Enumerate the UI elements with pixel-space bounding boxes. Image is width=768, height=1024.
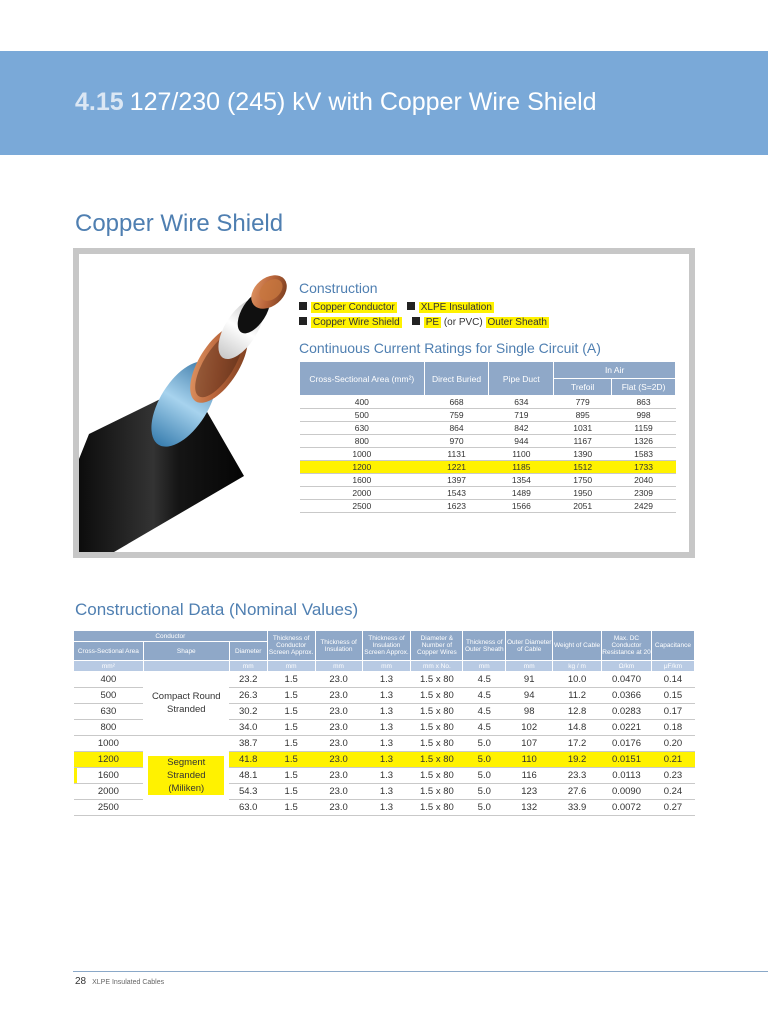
constructional-cell: 107 (506, 736, 553, 752)
constructional-cell: 23.0 (315, 704, 362, 720)
footer-text: XLPE Insulated Cables (92, 979, 165, 986)
unit-cell: mm (362, 661, 411, 672)
constructional-cell: 0.17 (651, 704, 694, 720)
page-number: 28 (75, 976, 87, 987)
constructional-cell: 1.5 (267, 800, 315, 816)
constructional-cell: 400 (74, 672, 144, 688)
ratings-cell: 1623 (424, 500, 489, 513)
constructional-cell: 4.5 (463, 720, 506, 736)
constructional-cell: 23.0 (315, 720, 362, 736)
header-conductor: Conductor (74, 631, 268, 642)
header-flat: Flat (S=2D) (612, 379, 676, 396)
ratings-cell: 1600 (300, 474, 425, 487)
ratings-cell: 1100 (489, 448, 554, 461)
constructional-cell: 23.0 (315, 672, 362, 688)
ratings-cell: 1159 (612, 422, 676, 435)
square-bullet-icon (412, 317, 420, 325)
unit-cell: mm² (74, 661, 144, 672)
unit-cell: mm (267, 661, 315, 672)
constructional-cell: 1.5 x 80 (411, 768, 463, 784)
page-title (75, 88, 597, 117)
ratings-cell: 1326 (612, 435, 676, 448)
ratings-cell: 1031 (554, 422, 612, 435)
legend-pe: PE (425, 317, 440, 328)
ratings-cell: 863 (612, 396, 676, 409)
constructional-cell: 0.15 (651, 688, 694, 704)
legend-xlpe-insulation: XLPE Insulation (420, 302, 492, 313)
header-weight: Weight of Cable (553, 631, 602, 661)
ratings-cell: 2500 (300, 500, 425, 513)
constructional-cell: 1.5 x 80 (411, 784, 463, 800)
ratings-cell: 2309 (612, 487, 676, 500)
constructional-cell: 1.5 (267, 736, 315, 752)
ratings-row (300, 461, 676, 474)
constructional-cell: 10.0 (553, 672, 602, 688)
constructional-cell: 0.0470 (602, 672, 652, 688)
constructional-cell: 500 (74, 688, 144, 704)
constructional-cell: 1.5 x 80 (411, 800, 463, 816)
constructional-cell: 0.24 (651, 784, 694, 800)
ratings-cell: 400 (300, 396, 425, 409)
constructional-cell: 1600 (74, 768, 144, 784)
constructional-cell: 63.0 (229, 800, 267, 816)
constructional-cell: 1.3 (362, 688, 411, 704)
ratings-cell: 1221 (424, 461, 489, 474)
constructional-cell: 23.0 (315, 784, 362, 800)
ratings-cell: 1354 (489, 474, 554, 487)
ratings-cell: 944 (489, 435, 554, 448)
constructional-cell: 1.5 x 80 (411, 736, 463, 752)
ratings-cell: 1390 (554, 448, 612, 461)
constructional-cell: 0.20 (651, 736, 694, 752)
ratings-cell: 1512 (554, 461, 612, 474)
constructional-cell: 0.0176 (602, 736, 652, 752)
constructional-cell: 11.2 (553, 688, 602, 704)
constructional-cell: 23.0 (315, 768, 362, 784)
legend-copper-wire-shield: Copper Wire Shield (313, 317, 400, 328)
ratings-cell: 719 (489, 409, 554, 422)
ratings-cell: 668 (424, 396, 489, 409)
constructional-cell: 98 (506, 704, 553, 720)
header-cross-sectional-area: Cross-Sectional Area (74, 642, 144, 661)
header-in-air: In Air (554, 362, 676, 379)
constructional-cell: 33.9 (553, 800, 602, 816)
constructional-cell: 1.3 (362, 704, 411, 720)
shape-label: Segment Stranded (Miliken) (148, 756, 224, 795)
ratings-cell: 970 (424, 435, 489, 448)
constructional-cell: 0.0090 (602, 784, 652, 800)
ratings-row (300, 474, 676, 487)
constructional-cell: 54.3 (229, 784, 267, 800)
constructional-cell: 1.5 (267, 672, 315, 688)
constructional-cell: 630 (74, 704, 144, 720)
shape-compact-round (143, 672, 229, 736)
ratings-row (300, 396, 676, 409)
constructional-cell: 1.5 (267, 752, 315, 768)
constructional-row (74, 672, 695, 688)
header-shape: Shape (143, 642, 229, 661)
constructional-cell: 1.5 x 80 (411, 720, 463, 736)
ratings-cell: 895 (554, 409, 612, 422)
legend-outer-sheath: Outer Sheath (487, 317, 547, 328)
ratings-cell: 634 (489, 396, 554, 409)
unit-cell: mm (315, 661, 362, 672)
constructional-cell: 5.0 (463, 768, 506, 784)
constructional-data-heading: Constructional Data (Nominal Values) (75, 600, 359, 619)
constructional-cell: 23.0 (315, 752, 362, 768)
constructional-cell: 1.5 (267, 688, 315, 704)
section-heading: 127/230 (245) kV with Copper Wire Shield (129, 88, 597, 116)
constructional-cell: 1.5 x 80 (411, 704, 463, 720)
unit-cell (143, 661, 229, 672)
header-area: Cross-Sectional Area (mm²) (300, 362, 425, 396)
cable-illustration (79, 254, 294, 552)
ratings-cell: 1000 (300, 448, 425, 461)
constructional-cell: 0.0113 (602, 768, 652, 784)
constructional-cell: 34.0 (229, 720, 267, 736)
constructional-cell: 26.3 (229, 688, 267, 704)
constructional-cell: 1.5 x 80 (411, 688, 463, 704)
header-conductor-screen: Thickness of Conductor Screen Approx. (267, 631, 315, 661)
constructional-cell: 1.3 (362, 720, 411, 736)
section-number: 4.15 (75, 88, 124, 116)
constructional-cell: 1200 (74, 752, 144, 768)
constructional-row (74, 736, 695, 752)
ratings-cell: 864 (424, 422, 489, 435)
constructional-cell: 0.27 (651, 800, 694, 816)
constructional-cell: 5.0 (463, 800, 506, 816)
constructional-cell: 0.18 (651, 720, 694, 736)
ratings-cell: 1566 (489, 500, 554, 513)
constructional-cell: 23.0 (315, 688, 362, 704)
constructional-cell: 0.0221 (602, 720, 652, 736)
constructional-cell: 94 (506, 688, 553, 704)
unit-cell: μF/km (651, 661, 694, 672)
constructional-cell: 1.3 (362, 784, 411, 800)
constructional-cell: 5.0 (463, 736, 506, 752)
ratings-cell: 1131 (424, 448, 489, 461)
constructional-cell: 800 (74, 720, 144, 736)
constructional-cell: 4.5 (463, 672, 506, 688)
constructional-cell: 23.2 (229, 672, 267, 688)
constructional-cell: 0.0072 (602, 800, 652, 816)
ratings-cell: 759 (424, 409, 489, 422)
copper-wire-shield-title: Copper Wire Shield (75, 210, 284, 237)
header-insulation: Thickness of Insulation (315, 631, 362, 661)
constructional-cell: 5.0 (463, 784, 506, 800)
ratings-cell: 998 (612, 409, 676, 422)
constructional-cell: 48.1 (229, 768, 267, 784)
header-pipe-duct: Pipe Duct (489, 362, 554, 396)
constructional-cell: 102 (506, 720, 553, 736)
ratings-cell: 2040 (612, 474, 676, 487)
constructional-cell: 1.5 x 80 (411, 672, 463, 688)
unit-cell: Ω/km (602, 661, 652, 672)
header-capacitance: Capacitance (651, 631, 694, 661)
constructional-cell: 27.6 (553, 784, 602, 800)
shape-label: Compact Round Stranded (151, 691, 221, 715)
unit-cell: mm (229, 661, 267, 672)
header-direct-buried: Direct Buried (424, 362, 489, 396)
constructional-cell: 1.3 (362, 752, 411, 768)
constructional-cell: 38.7 (229, 736, 267, 752)
constructional-cell: 0.0366 (602, 688, 652, 704)
ratings-cell: 1583 (612, 448, 676, 461)
header-resistance: Max. DC Conductor Resistance at 20 (602, 631, 652, 661)
ratings-cell: 1489 (489, 487, 554, 500)
constructional-cell: 132 (506, 800, 553, 816)
constructional-cell: 19.2 (553, 752, 602, 768)
ratings-cell: 1200 (300, 461, 425, 474)
header-trefoil: Trefoil (554, 379, 612, 396)
construction-legend (299, 300, 549, 330)
constructional-cell: 110 (506, 752, 553, 768)
constructional-cell: 0.23 (651, 768, 694, 784)
shape-segment-stranded (143, 736, 229, 816)
constructional-cell: 1.5 (267, 784, 315, 800)
unit-cell: mm (506, 661, 553, 672)
ratings-cell: 779 (554, 396, 612, 409)
constructional-cell: 4.5 (463, 688, 506, 704)
ratings-cell: 1167 (554, 435, 612, 448)
header-outer-sheath: Thickness of Outer Sheath (463, 631, 506, 661)
constructional-cell: 1.5 (267, 704, 315, 720)
ratings-cell: 2000 (300, 487, 425, 500)
square-bullet-icon (407, 302, 415, 310)
header-diameter: Diameter (229, 642, 267, 661)
legend-copper-conductor: Copper Conductor (313, 302, 395, 313)
current-ratings-table (299, 361, 676, 513)
ratings-row (300, 435, 676, 448)
constructional-cell: 23.0 (315, 736, 362, 752)
legend-or-pvc: (or PVC) (441, 317, 486, 328)
ratings-cell: 1750 (554, 474, 612, 487)
footer-divider (73, 971, 768, 972)
ratings-row (300, 487, 676, 500)
product-panel (73, 248, 695, 558)
constructional-cell: 23.3 (553, 768, 602, 784)
ratings-cell: 800 (300, 435, 425, 448)
ratings-cell: 1397 (424, 474, 489, 487)
constructional-cell: 1.5 (267, 768, 315, 784)
constructional-cell: 1.3 (362, 768, 411, 784)
constructional-cell: 0.21 (651, 752, 694, 768)
ratings-row (300, 422, 676, 435)
constructional-cell: 4.5 (463, 704, 506, 720)
constructional-cell: 1.5 x 80 (411, 752, 463, 768)
square-bullet-icon (299, 317, 307, 325)
constructional-cell: 116 (506, 768, 553, 784)
ratings-cell: 630 (300, 422, 425, 435)
ratings-cell: 500 (300, 409, 425, 422)
square-bullet-icon (299, 302, 307, 310)
ratings-row (300, 409, 676, 422)
constructional-cell: 0.14 (651, 672, 694, 688)
constructional-cell: 41.8 (229, 752, 267, 768)
constructional-cell: 1000 (74, 736, 144, 752)
ratings-cell: 1733 (612, 461, 676, 474)
constructional-cell: 91 (506, 672, 553, 688)
constructional-cell: 5.0 (463, 752, 506, 768)
header-insulation-screen: Thickness of Insulation Screen Approx. (362, 631, 411, 661)
ratings-cell: 842 (489, 422, 554, 435)
ratings-cell: 1185 (489, 461, 554, 474)
header-copper-wires: Diameter & Number of Copper Wires (411, 631, 463, 661)
ratings-cell: 2051 (554, 500, 612, 513)
constructional-cell: 1.3 (362, 672, 411, 688)
unit-cell: kg / m (553, 661, 602, 672)
unit-cell: mm x No. (411, 661, 463, 672)
ratings-heading: Continuous Current Ratings for Single Circuit (A) (299, 340, 601, 356)
ratings-cell: 1543 (424, 487, 489, 500)
constructional-cell: 0.0151 (602, 752, 652, 768)
constructional-cell: 1.3 (362, 800, 411, 816)
ratings-cell: 1950 (554, 487, 612, 500)
constructional-cell: 1.3 (362, 736, 411, 752)
constructional-cell: 23.0 (315, 800, 362, 816)
constructional-cell: 17.2 (553, 736, 602, 752)
constructional-cell: 0.0283 (602, 704, 652, 720)
page-footer (75, 976, 164, 987)
constructional-cell: 123 (506, 784, 553, 800)
ratings-row (300, 448, 676, 461)
constructional-data-table (73, 630, 695, 816)
ratings-cell: 2429 (612, 500, 676, 513)
ratings-row (300, 500, 676, 513)
constructional-cell: 2500 (74, 800, 144, 816)
construction-heading: Construction (299, 280, 378, 296)
header-outer-diameter: Outer Diameter of Cable (506, 631, 553, 661)
constructional-cell: 14.8 (553, 720, 602, 736)
constructional-cell: 30.2 (229, 704, 267, 720)
constructional-cell: 2000 (74, 784, 144, 800)
product-panel-inner (79, 254, 689, 552)
constructional-cell: 1.5 (267, 720, 315, 736)
constructional-cell: 12.8 (553, 704, 602, 720)
unit-cell: mm (463, 661, 506, 672)
